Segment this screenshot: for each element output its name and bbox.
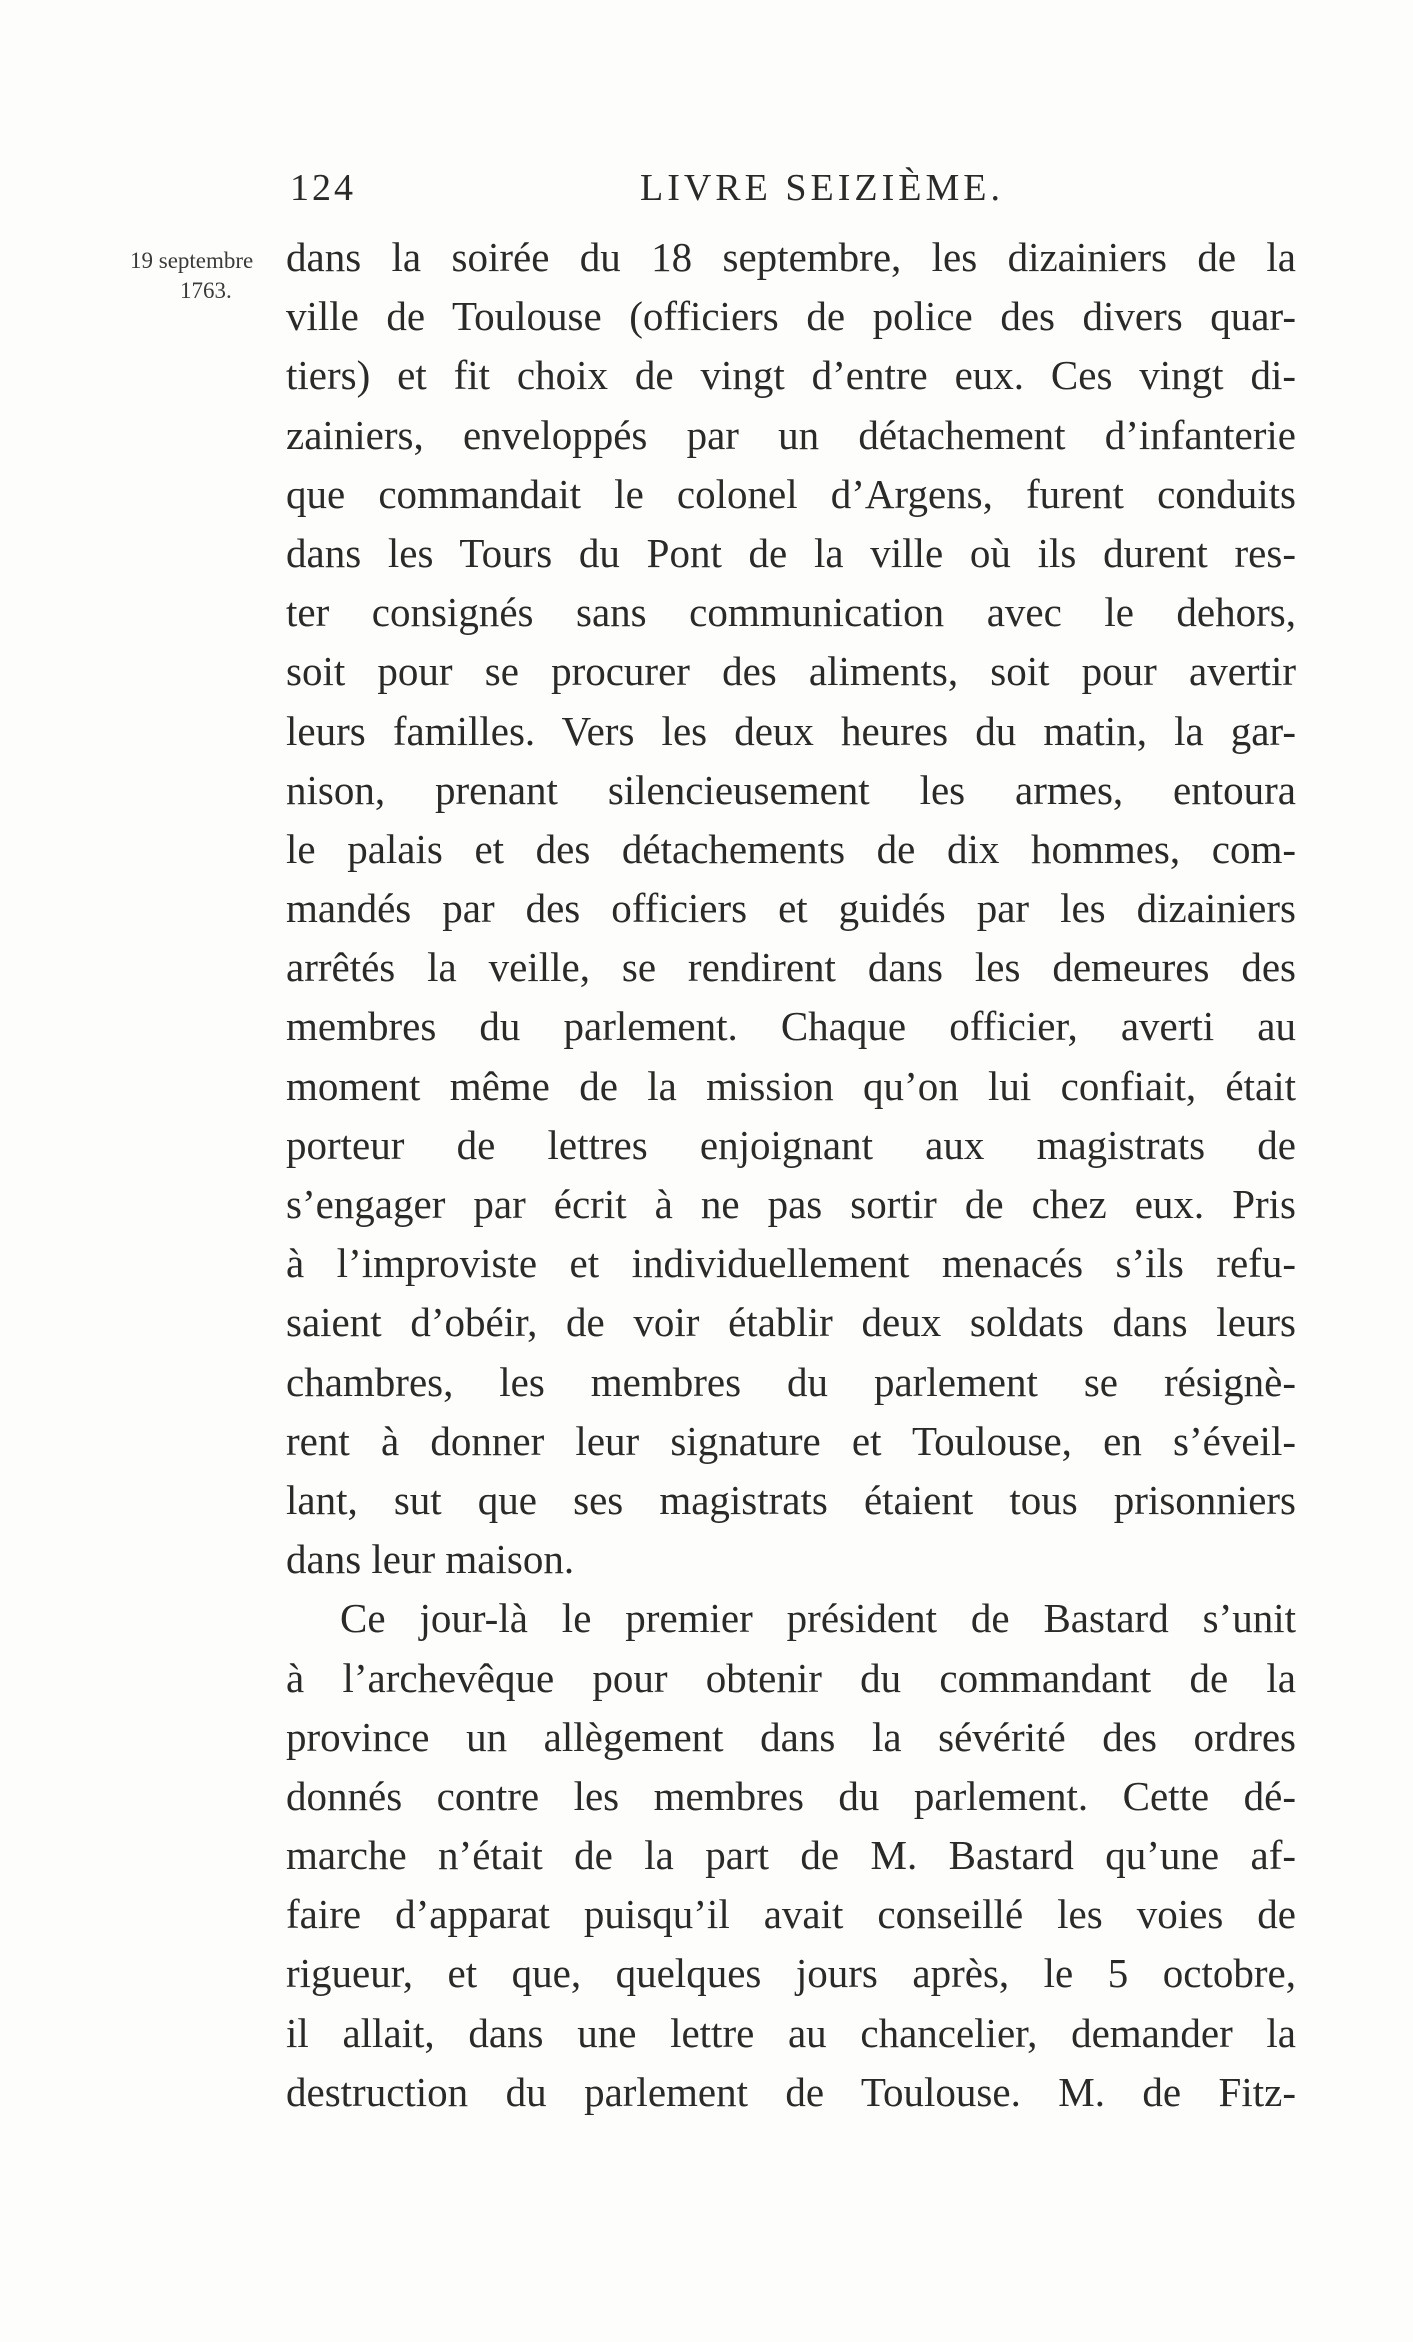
text-line: Ce jour-là le premier président de Bastard s’unit bbox=[340, 1595, 1296, 1642]
text-line: moment même de la mission qu’on lui confiait, était bbox=[286, 1062, 1296, 1109]
text-line: il allait, dans une lettre au chancelier, demander la bbox=[286, 2009, 1296, 2056]
page-number: 124 bbox=[290, 167, 356, 209]
body-text bbox=[286, 228, 1296, 2122]
text-line: destruction du parlement de Toulouse. M. de Fitz- bbox=[286, 2068, 1296, 2115]
text-line: rent à donner leur signature et Toulouse, en s’éveil- bbox=[286, 1417, 1296, 1464]
text-line: ter consignés sans communication avec le dehors, bbox=[286, 589, 1296, 636]
text-line: marche n’était de la part de M. Bastard qu’une af- bbox=[286, 1832, 1296, 1879]
paragraph-1 bbox=[286, 228, 1296, 1589]
running-header bbox=[290, 166, 1290, 216]
text-line: soit pour se procurer des aliments, soit pour avertir bbox=[286, 648, 1296, 695]
text-line: leurs familles. Vers les deux heures du matin, la gar- bbox=[286, 707, 1296, 754]
text-line: porteur de lettres enjoignant aux magistrats de bbox=[286, 1121, 1296, 1168]
text-line: mandés par des officiers et guidés par les dizainiers bbox=[286, 885, 1296, 932]
text-line: chambres, les membres du parlement se résignè- bbox=[286, 1358, 1296, 1405]
text-line: rigueur, et que, quelques jours après, le 5 octobre, bbox=[286, 1950, 1296, 1997]
text-line: s’engager par écrit à ne pas sortir de chez eux. Pris bbox=[286, 1181, 1296, 1227]
text-line: que commandait le colonel d’Argens, furent conduits bbox=[286, 470, 1296, 517]
text-line: arrêtés la veille, se rendirent dans les demeures des bbox=[286, 944, 1296, 991]
text-line: donnés contre les membres du parlement. Cette dé- bbox=[286, 1772, 1296, 1819]
text-line: lant, sut que ses magistrats étaient tous prisonniers bbox=[286, 1476, 1296, 1523]
margin-note-year: 1763. bbox=[180, 278, 232, 303]
margin-note-date: 19 septembre bbox=[130, 248, 254, 273]
text-line: dans les Tours du Pont de la ville où ils durent res- bbox=[286, 529, 1296, 576]
text-line: le palais et des détachements de dix hommes, com- bbox=[286, 825, 1296, 872]
text-line: à l’archevêque pour obtenir du commandant de la bbox=[286, 1654, 1296, 1701]
text-line: faire d’apparat puisqu’il avait conseillé les voies de bbox=[286, 1891, 1296, 1938]
text-line: membres du parlement. Chaque officier, averti au bbox=[286, 1003, 1296, 1050]
margin-note bbox=[130, 246, 270, 306]
text-line: dans la soirée du 18 septembre, les dizainiers de la bbox=[286, 234, 1296, 280]
text-line: saient d’obéir, de voir établir deux soldats dans leurs bbox=[286, 1299, 1296, 1346]
text-line: dans leur maison. bbox=[286, 1536, 575, 1583]
text-line: ville de Toulouse (officiers de police des divers quar- bbox=[286, 293, 1296, 340]
text-line: province un allègement dans la sévérité des ordres bbox=[286, 1713, 1296, 1760]
text-line: zainiers, enveloppés par un détachement d’infanterie bbox=[286, 411, 1296, 458]
text-line: à l’improviste et individuellement menacés s’ils refu- bbox=[286, 1240, 1296, 1287]
running-title: LIVRE SEIZIÈME. bbox=[640, 167, 1004, 209]
text-line: nison, prenant silencieusement les armes, entoura bbox=[286, 766, 1296, 813]
paragraph-2 bbox=[286, 1589, 1296, 2122]
text-line: tiers) et fit choix de vingt d’entre eux. Ces vingt di- bbox=[286, 352, 1296, 399]
